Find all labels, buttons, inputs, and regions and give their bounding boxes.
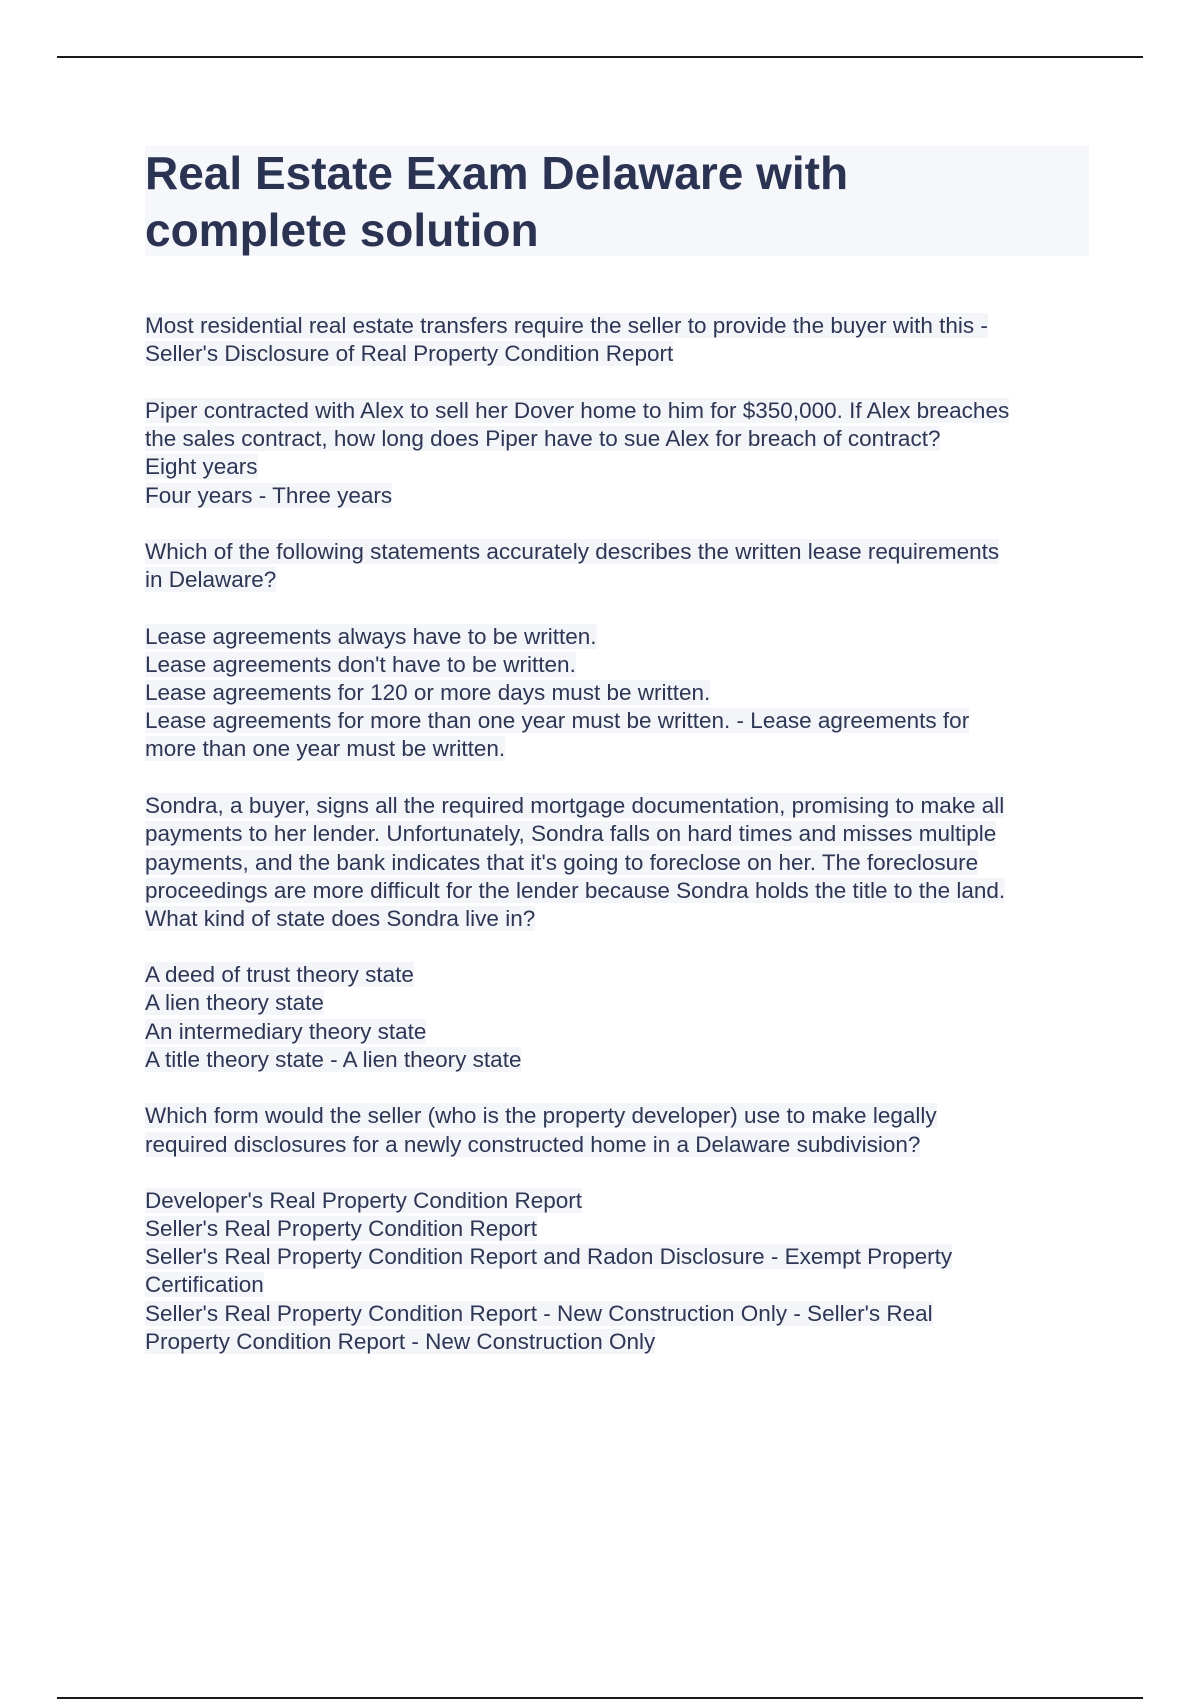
question-line: proceedings are more difficult for the lender because Sondra holds the title to the land. [145, 877, 1006, 903]
qa-item-5 [145, 1102, 1089, 1356]
answer-line: Seller's Disclosure of Real Property Condition Report [145, 341, 674, 367]
question-line: payments to her lender. Unfortunately, Sondra falls on hard times and misses multiple [145, 821, 997, 847]
question-line: the sales contract, how long does Piper have to sue Alex for breach of contract? [145, 426, 941, 452]
option-line: Seller's Real Property Condition Report and Radon Disclosure - Exempt Property [145, 1244, 953, 1270]
question-line: Which of the following statements accurately describes the written lease requirements [145, 539, 1000, 565]
option-answer-line: Lease agreements for more than one year must be written. - Lease agreements for [145, 708, 970, 734]
page-title [145, 145, 1089, 259]
answer-line: more than one year must be written. [145, 736, 506, 762]
option-line: Eight years [145, 454, 258, 480]
question-line: Which form would the seller (who is the property developer) use to make legally [145, 1103, 937, 1129]
title-block [145, 146, 1089, 256]
option-line: Lease agreements don't have to be written. [145, 651, 576, 677]
qa-item-2 [145, 397, 1089, 510]
option-answer-line: Four years - Three years [145, 482, 393, 508]
option-line: Seller's Real Property Condition Report [145, 1216, 537, 1242]
answer-line: Property Condition Report - New Construction Only [145, 1328, 656, 1354]
question-line: Piper contracted with Alex to sell her Dover home to him for $350,000. If Alex breaches [145, 397, 1010, 423]
title-line: complete solution [145, 204, 539, 256]
title-line: Real Estate Exam Delaware with [145, 147, 849, 199]
option-line: Certification [145, 1272, 264, 1298]
top-rule [57, 56, 1143, 58]
bottom-rule [57, 1697, 1143, 1699]
question-line: What kind of state does Sondra live in? [145, 905, 536, 931]
option-answer-line: A title theory state - A lien theory state [145, 1046, 522, 1072]
qa-item-4 [145, 792, 1089, 1074]
option-line: Lease agreements always have to be written. [145, 623, 597, 649]
option-line: Lease agreements for 120 or more days must be written. [145, 680, 711, 706]
document-body [145, 312, 1089, 1385]
option-line: A deed of trust theory state [145, 962, 414, 988]
question-line: payments, and the bank indicates that it's going to foreclose on her. The foreclosure [145, 849, 979, 875]
question-line: required disclosures for a newly constructed home in a Delaware subdivision? [145, 1131, 921, 1157]
qa-item-3 [145, 538, 1089, 763]
question-line: Most residential real estate transfers require the seller to provide the buyer with this - [145, 313, 988, 338]
question-line: Sondra, a buyer, signs all the required mortgage documentation, promising to make all [145, 793, 1005, 819]
question-line: in Delaware? [145, 567, 277, 593]
qa-item-1 [145, 312, 1089, 368]
option-line: Developer's Real Property Condition Report [145, 1187, 583, 1213]
option-answer-line: Seller's Real Property Condition Report - New Construction Only - Seller's Real [145, 1300, 933, 1326]
option-line: An intermediary theory state [145, 1018, 427, 1044]
option-line: A lien theory state [145, 990, 324, 1016]
